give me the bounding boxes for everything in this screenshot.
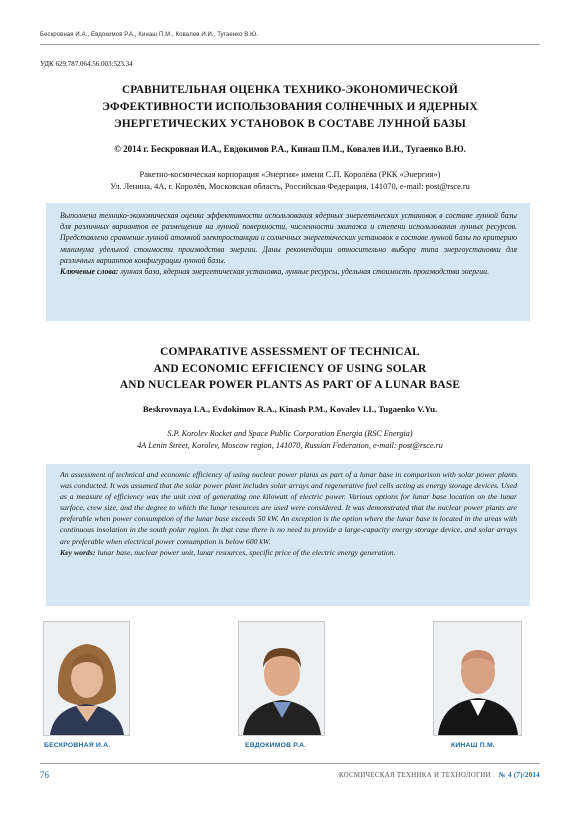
keywords-ru [60, 266, 517, 277]
author-photo-beskrovnaya [43, 621, 130, 736]
portrait-image [434, 622, 521, 735]
keywords-en [60, 547, 517, 558]
journal-name [339, 772, 540, 779]
keywords-en-label: Key words: [60, 547, 96, 557]
affiliation-ru-line: Ракетно-космическая корпорация «Энергия» имени С.П. Королёва (РКК «Энергия») [139, 170, 441, 179]
abstract-ru-text: Выполнена технико-экономическая оценка эффективности использования ядерных энергетических установок в составе лунной базы для различных вариантов ее размещения на лунной поверхности, численности экипажа и степени использования лунных ресурсов. Представлено сравнение лунной атомной электростанции и солнечных энергетических установок в составе лунной базы по критерию минимума удельной стоимости производства энергии. Даны рекомендации относительно выбора типа энергоустановки для различных вариантов конфигурации лунной базы. [60, 211, 517, 265]
affiliation-ru-line: Ул. Ленина, 4А, г. Королёв, Московская область, Российская Федерация, 141070, e-mail: post@rsce.ru [110, 182, 470, 191]
title-en-line: COMPARATIVE ASSESSMENT OF TECHNICAL [160, 346, 420, 358]
journal-title: КОСМИЧЕСКАЯ ТЕХНИКА И ТЕХНОЛОГИИ [338, 772, 491, 779]
author-photo-evdokimov [238, 621, 325, 736]
title-ru-line: ЭНЕРГЕТИЧЕСКИХ УСТАНОВОК В СОСТАВЕ ЛУННОЙ БАЗЫ [114, 118, 466, 130]
title-en-line: AND ECONOMIC EFFICIENCY OF USING SOLAR [153, 362, 427, 375]
footer-rule [40, 763, 540, 764]
title-en-line: AND NUCLEAR POWER PLANTS AS PART OF A LUNAR BASE [119, 379, 461, 391]
authors-en: Beskrovnaya I.A., Evdokimov R.A., Kinash P.M., Kovalev I.I., Tugaenko V.Yu. [142, 404, 438, 414]
affiliation-en [40, 428, 540, 451]
affiliation-en-line: S.P. Korolev Rocket and Space Public Corporation Energia (RSC Energia) [167, 429, 413, 438]
page-number: 76 [40, 770, 49, 780]
photo-caption: КИНАШ П.М. [451, 742, 495, 749]
affiliation-en-line: 4A Lenin Street, Korolev, Moscow region, 141070, Russian Federation, e-mail: post@rsce.ru [137, 440, 443, 450]
abstract-ru [46, 203, 530, 321]
photo-caption: БЕСКРОВНАЯ И.А. [44, 742, 111, 749]
header-rule [40, 44, 540, 45]
udc-code: УДК 629.787.064.56.003:523.34 [40, 60, 133, 68]
title-ru-line: СРАВНИТЕЛЬНАЯ ОЦЕНКА ТЕХНИКО-ЭКОНОМИЧЕСКОЙ [122, 84, 458, 96]
running-head: Бескровная И.А., Евдокимов Р.А., Кинаш П.М., Ковалев И.И., Тугаенко В.Ю. [40, 32, 258, 38]
title-en [40, 344, 540, 394]
title-ru [40, 82, 540, 133]
affiliation-ru [40, 169, 540, 193]
keywords-ru-label: Ключевые слова: [60, 267, 119, 277]
abstract-en [46, 464, 530, 606]
keywords-ru-text: лунная база, ядерная энергетическая установка, лунные ресурсы, удельная стоимость производства энергии. [120, 267, 490, 277]
author-photo-kinash [433, 621, 522, 736]
photo-caption: ЕВДОКИМОВ Р.А. [245, 742, 307, 749]
authors-ru: © 2014 г. Бескровная И.А., Евдокимов Р.А., Кинаш П.М., Ковалев И.И., Тугаенко В.Ю. [114, 144, 466, 154]
keywords-en-text: lunar base, nuclear power unit, lunar resources, specific price of the electric energy generation. [97, 547, 396, 557]
abstract-en-text: An assessment of technical and economic efficiency of using nuclear power plants as part of a lunar base in comparison with solar power plants was conducted. It was assumed that the solar power plant includes solar arrays and regenerative fuel cells acting as energy storage devices. Used as a measure of efficiency was the unit cost of generating one kilowatt of electric power. Various options for lunar base location on the lunar surface, crew size, and the degree to which the lunar resources are used were considered. It was demonstrated that the nuclear power plants are preferable when power consumption of the lunar base exceeds 50 kW. An exception is the option where the lunar base is located in the areas with continuous insolation in the south polar region. In that case there is no need to provide a large-capacity energy storage device, and solar arrays are preferable when electrical power consumption is below 600 kW. [60, 470, 517, 546]
portrait-image [239, 622, 324, 735]
journal-issue: № 4 (7)/2014 [498, 772, 540, 779]
portrait-image [44, 622, 129, 735]
title-ru-line: ЭФФЕКТИВНОСТИ ИСПОЛЬЗОВАНИЯ СОЛНЕЧНЫХ И ЯДЕРНЫХ [102, 101, 478, 113]
